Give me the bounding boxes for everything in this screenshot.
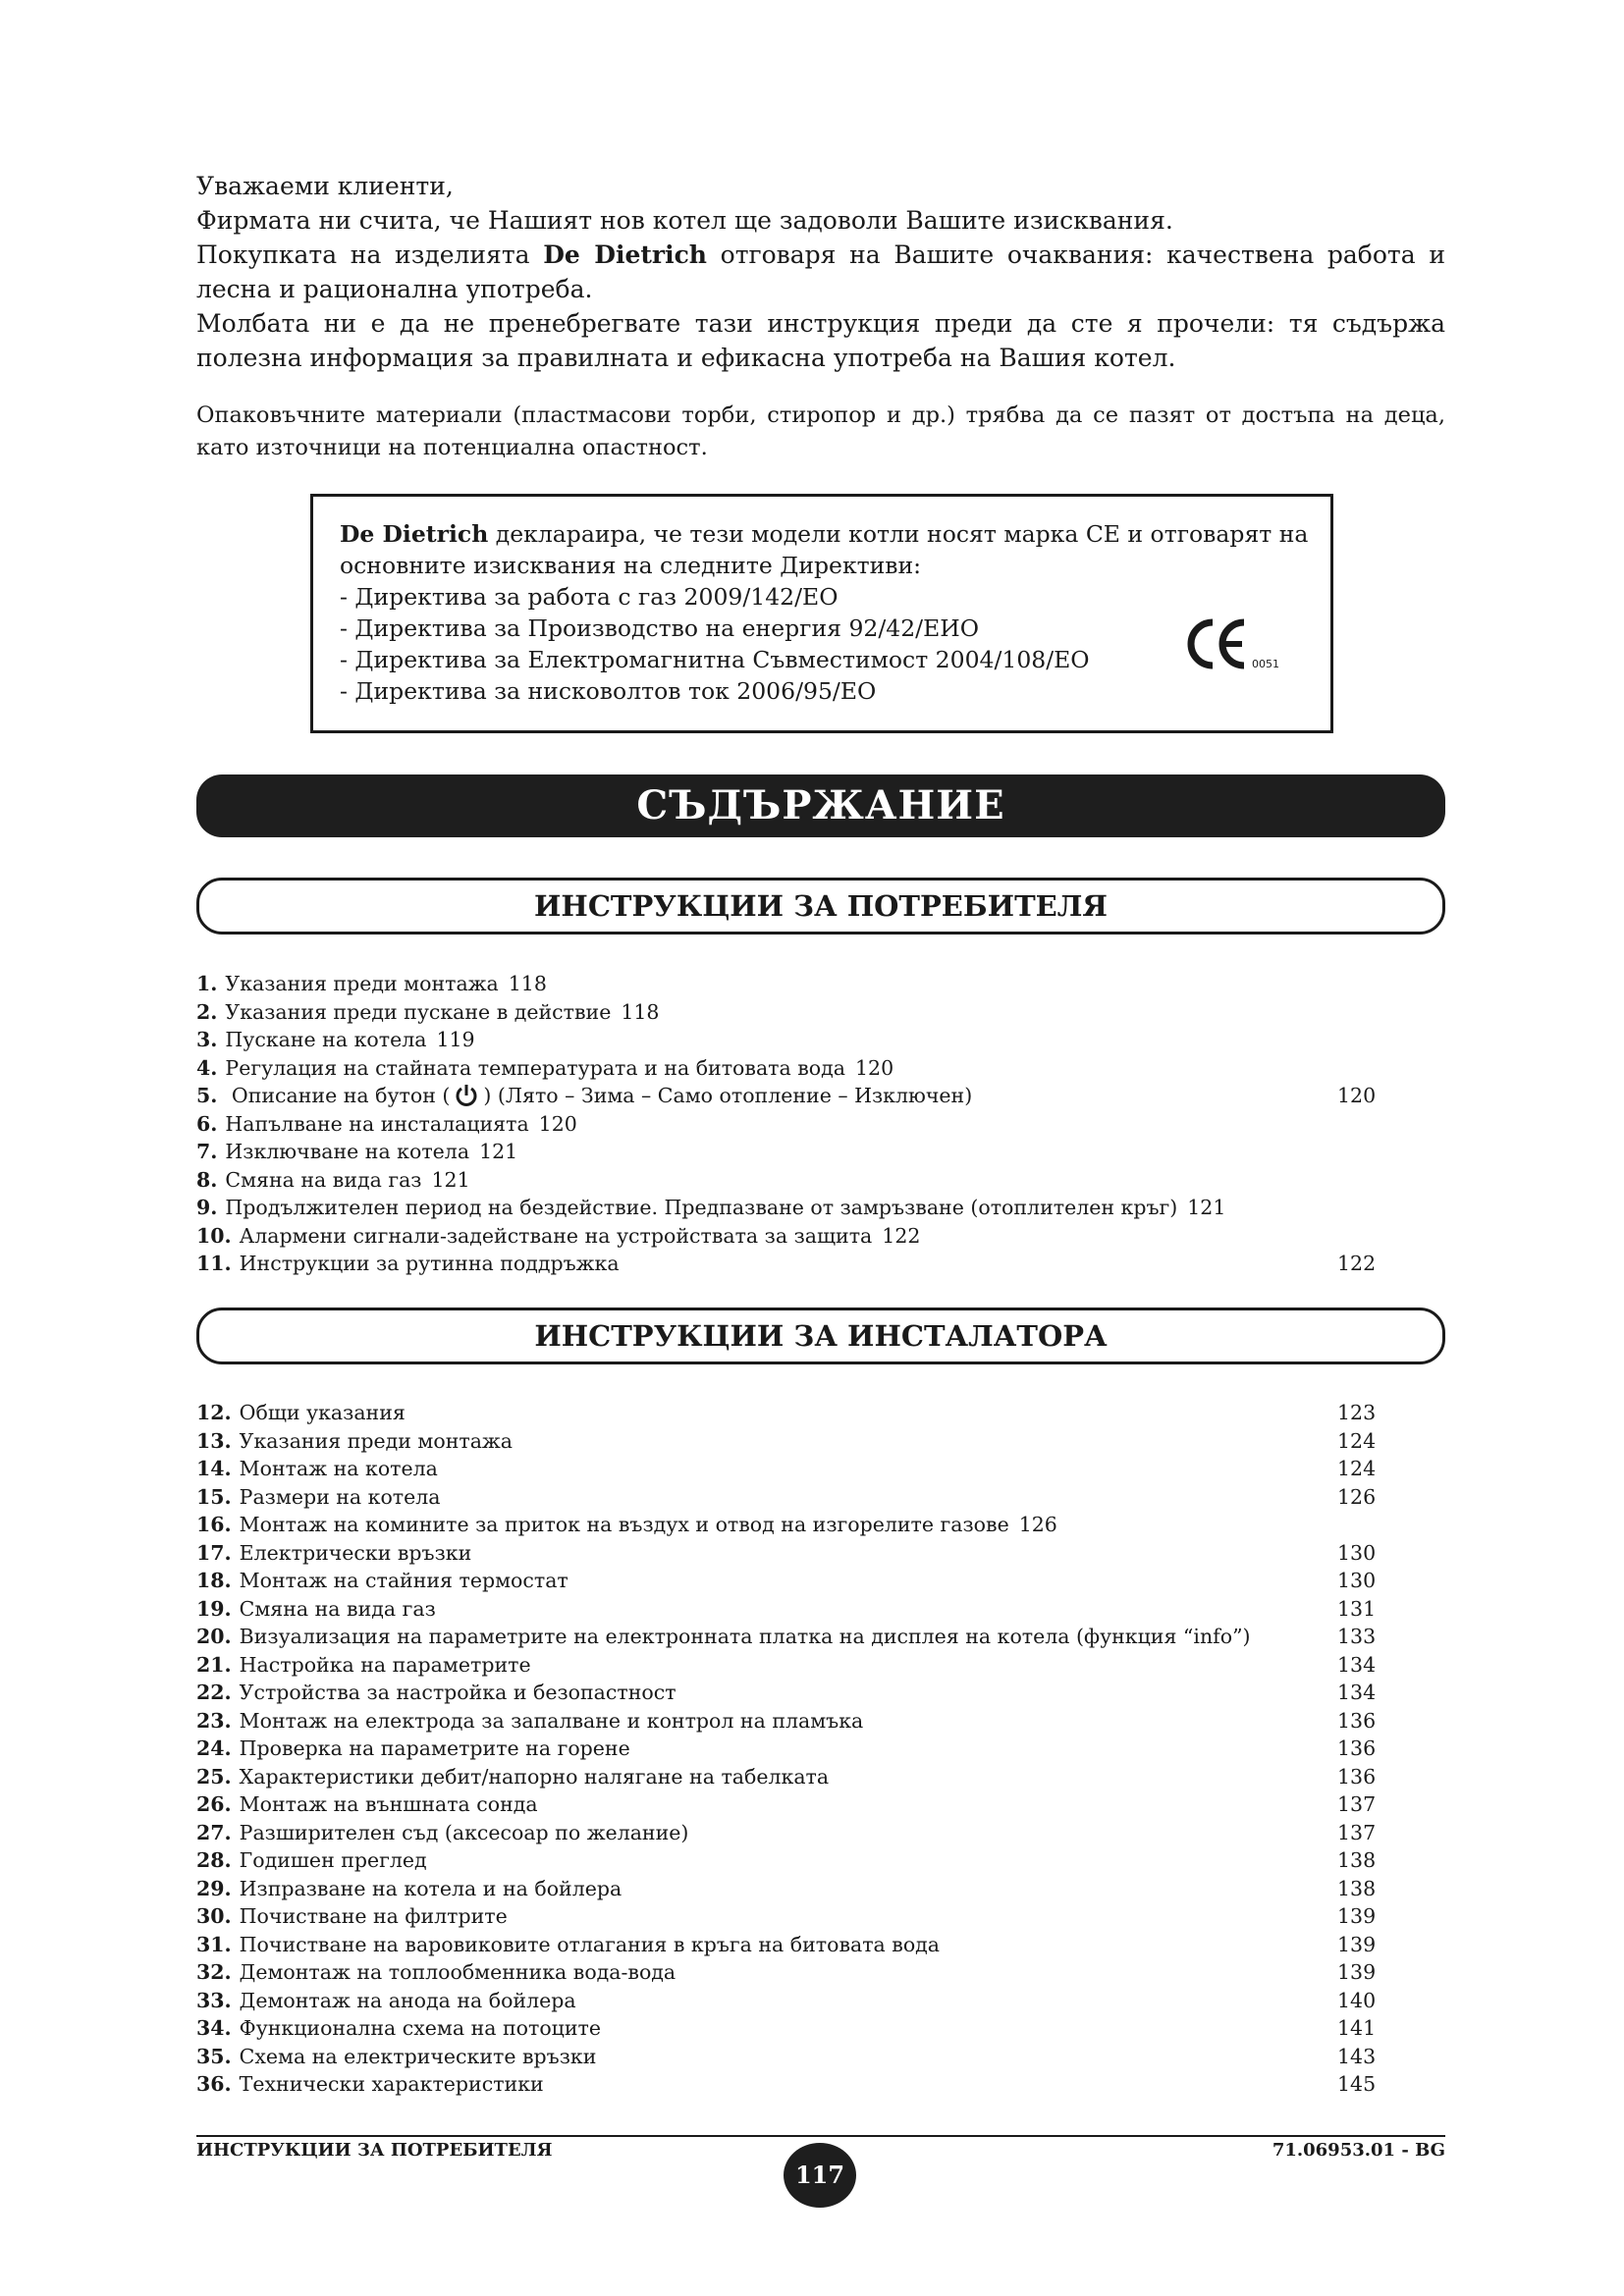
toc-item-number: 23. bbox=[196, 1708, 232, 1733]
toc-item-title: Характеристики дебит/напорно налягане на табелката bbox=[239, 1764, 830, 1789]
toc-item-title: Почистване на варовиковите отлагания в кръга на битовата вода bbox=[239, 1932, 941, 1956]
intro-line-2-pre: Покупката на изделията bbox=[196, 240, 544, 269]
intro-line-2-post: отговаря на Вашите очаквания: качествена работа и лесна и рационална употреба. bbox=[196, 240, 1445, 303]
ce-mark-icon bbox=[1183, 614, 1281, 673]
toc-item-number: 16. bbox=[196, 1513, 232, 1536]
toc-item-number: 9. bbox=[196, 1196, 218, 1219]
toc-item-page: 124 bbox=[1337, 1428, 1377, 1453]
toc-item-number: 31. bbox=[196, 1932, 232, 1956]
toc-item bbox=[196, 1455, 1375, 1483]
toc-item-number: 26. bbox=[196, 1792, 232, 1816]
toc-item bbox=[196, 2043, 1375, 2071]
toc-item bbox=[196, 1194, 1375, 1222]
toc-item-title: Изключване на котела bbox=[225, 1140, 470, 1163]
toc-item-page: 145 bbox=[1337, 2072, 1377, 2096]
directive-energy: - Директива за Производство на енергия 92/42/ЕИО bbox=[340, 614, 980, 642]
toc-item-page: 118 bbox=[621, 999, 660, 1024]
toc-item-number: 34. bbox=[196, 2016, 232, 2040]
toc-item-number: 3. bbox=[196, 1028, 218, 1051]
toc-item-number: 7. bbox=[196, 1140, 218, 1163]
toc-item-page: 123 bbox=[1337, 1401, 1377, 1424]
toc-item-page: 121 bbox=[431, 1167, 470, 1192]
toc-item-title: Технически характеристики bbox=[239, 2072, 544, 2096]
toc-item-number: 1. bbox=[196, 972, 218, 995]
footer-section-label: ИНСТРУКЦИИ ЗА ПОТРЕБИТЕЛЯ bbox=[196, 2140, 553, 2161]
toc-item-title: Указания преди пускане в действие bbox=[225, 999, 612, 1024]
toc-item bbox=[196, 1539, 1375, 1568]
toc-item-number: 24. bbox=[196, 1736, 232, 1760]
toc-item bbox=[196, 1399, 1375, 1427]
installer-toc-list bbox=[196, 1399, 1375, 2099]
toc-item-title: Устройства за настройка и безопастност bbox=[239, 1681, 677, 1704]
toc-item-number: 25. bbox=[196, 1764, 232, 1789]
toc-item-number: 17. bbox=[196, 1540, 232, 1565]
toc-item-page: 143 bbox=[1337, 2044, 1377, 2068]
toc-item-title: Разширителен съд (аксесоар по желание) bbox=[239, 1820, 689, 1844]
toc-item bbox=[196, 1679, 1375, 1707]
toc-item-page: 137 bbox=[1337, 1820, 1377, 1844]
toc-item bbox=[196, 1707, 1375, 1735]
toc-item bbox=[196, 1483, 1375, 1512]
toc-item-number: 14. bbox=[196, 1457, 232, 1480]
toc-item-page: 130 bbox=[1337, 1540, 1377, 1565]
directive-gas: - Директива за работа с газ 2009/142/ЕО bbox=[340, 583, 839, 611]
declaration-body: деклараира, че тези модели котли носят марка CE и отговарят на основните изисквания на следните Директиви: bbox=[340, 520, 1309, 579]
toc-item bbox=[196, 2070, 1375, 2099]
toc-item-title: Монтаж на комините за приток на въздух и отвод на изгорелите газове bbox=[239, 1513, 1009, 1536]
toc-item-number: 5. bbox=[196, 1084, 218, 1107]
user-section-title: ИНСТРУКЦИИ ЗА ПОТРЕБИТЕЛЯ bbox=[196, 878, 1445, 934]
toc-item-page: 140 bbox=[1337, 1988, 1377, 2012]
toc-item bbox=[196, 1987, 1375, 2015]
toc-item-page: 120 bbox=[538, 1111, 577, 1136]
toc-item-page: 124 bbox=[1337, 1457, 1377, 1480]
directive-emc: - Директива за Електромагнитна Съвместимост 2004/108/ЕО bbox=[340, 646, 1090, 673]
toc-item bbox=[196, 1623, 1375, 1651]
toc-item-number: 10. bbox=[196, 1223, 232, 1248]
toc-item-page: 126 bbox=[1018, 1513, 1057, 1536]
toc-item-number: 35. bbox=[196, 2044, 232, 2068]
toc-item-number: 2. bbox=[196, 999, 218, 1024]
toc-item-title: Алармени сигнали-задействане на устройствата за защита bbox=[239, 1223, 873, 1248]
toc-item-number: 33. bbox=[196, 1988, 232, 2012]
greeting: Уважаеми клиенти, bbox=[196, 172, 454, 200]
toc-item bbox=[196, 1651, 1375, 1680]
document-code: 71.06953.01 - BG bbox=[1272, 2140, 1445, 2161]
toc-item-page: 138 bbox=[1337, 1876, 1377, 1900]
toc-item-title: Схема на електрическите връзки bbox=[239, 2044, 597, 2068]
toc-item-title-suffix: ) (Лято – Зима – Само отопление – Изключен) bbox=[483, 1084, 973, 1107]
toc-item-number: 20. bbox=[196, 1625, 232, 1648]
toc-item bbox=[196, 1763, 1375, 1791]
toc-item bbox=[196, 1819, 1375, 1847]
toc-item-title: Монтаж на външната сонда bbox=[239, 1792, 538, 1816]
installer-section-title: ИНСТРУКЦИИ ЗА ИНСТАЛАТОРА bbox=[196, 1308, 1445, 1364]
toc-item bbox=[196, 970, 1375, 998]
toc-item-number: 21. bbox=[196, 1652, 232, 1677]
toc-item-page: 136 bbox=[1337, 1708, 1377, 1733]
toc-item bbox=[196, 1222, 1375, 1251]
toc-item bbox=[196, 1166, 1375, 1195]
declaration-text bbox=[340, 518, 1312, 707]
toc-item-title: Монтаж на електрода за запалване и контрол на пламъка bbox=[239, 1708, 864, 1733]
toc-item-number: 27. bbox=[196, 1820, 232, 1844]
toc-item bbox=[196, 1567, 1375, 1595]
toc-item-title: Настройка на параметрите bbox=[239, 1652, 531, 1677]
toc-item-title: Монтаж на котела bbox=[239, 1457, 438, 1480]
brand-name: De Dietrich bbox=[543, 240, 707, 269]
contents-title: СЪДЪРЖАНИЕ bbox=[196, 774, 1445, 837]
toc-item-page: 120 bbox=[854, 1055, 894, 1080]
toc-item bbox=[196, 1958, 1375, 1987]
toc-item bbox=[196, 2014, 1375, 2043]
intro-line-3: Молбата ни е да не пренебрегвате тази инструкция преди да сте я прочели: тя съдържа полезна информация за правилната и ефикасна употреба на Вашия котел. bbox=[196, 309, 1445, 372]
toc-item-page: 130 bbox=[1337, 1569, 1377, 1592]
toc-item-page: 139 bbox=[1337, 1904, 1377, 1928]
packaging-warning: Опаковъчните материали (пластмасови торби, стиропор и др.) трябва да се пазят от достъпа на деца, като източници на потенциална опастност. bbox=[196, 402, 1445, 460]
toc-item bbox=[196, 1735, 1375, 1763]
toc-item-page: 119 bbox=[436, 1028, 475, 1051]
toc-item-page: 138 bbox=[1337, 1848, 1377, 1872]
toc-item-page: 122 bbox=[1337, 1252, 1377, 1275]
toc-item-number: 15. bbox=[196, 1484, 232, 1509]
toc-item-number: 11. bbox=[196, 1252, 232, 1275]
footer-divider bbox=[196, 2135, 1445, 2137]
toc-item bbox=[196, 1054, 1375, 1083]
toc-item bbox=[196, 1138, 1375, 1166]
toc-item-title: Изпразване на котела и на бойлера bbox=[239, 1876, 623, 1900]
toc-item-title: Почистване на филтрите bbox=[239, 1904, 508, 1928]
toc-item-title: Електрически връзки bbox=[239, 1540, 472, 1565]
toc-item-title: Проверка на параметрите на горене bbox=[239, 1736, 630, 1760]
toc-item-title: Продължителен период на бездействие. Предпазване от замръзване (отоплителен кръг) bbox=[225, 1196, 1178, 1219]
toc-item bbox=[196, 1110, 1375, 1139]
toc-item-page: 131 bbox=[1337, 1596, 1377, 1621]
toc-item-title: Смяна на вида газ bbox=[225, 1167, 422, 1192]
toc-item-number: 8. bbox=[196, 1167, 218, 1192]
toc-item bbox=[196, 1595, 1375, 1624]
toc-item-title: Демонтаж на топлообменника вода-вода bbox=[239, 1960, 677, 1984]
toc-item-number: 29. bbox=[196, 1876, 232, 1900]
toc-item-title: Указания преди монтажа bbox=[239, 1428, 514, 1453]
toc-item-number: 36. bbox=[196, 2072, 232, 2096]
toc-item-page: 141 bbox=[1337, 2016, 1377, 2040]
toc-item-page: 122 bbox=[882, 1223, 921, 1248]
toc-item-title: Смяна на вида газ bbox=[239, 1596, 436, 1621]
toc-item bbox=[196, 1250, 1375, 1278]
toc-item-title: Пускане на котела bbox=[225, 1028, 427, 1051]
ce-number: 0051 bbox=[1252, 658, 1279, 670]
page-number: 117 bbox=[784, 2143, 856, 2208]
toc-item-title: Инструкции за рутинна поддръжка bbox=[239, 1252, 620, 1275]
toc-item-page: 118 bbox=[508, 972, 547, 995]
toc-item bbox=[196, 1427, 1375, 1456]
toc-item bbox=[196, 1875, 1375, 1903]
toc-item-number: 19. bbox=[196, 1596, 232, 1621]
toc-item-title: Функционална схема на потоците bbox=[239, 2016, 601, 2040]
intro-line-2 bbox=[196, 238, 1445, 306]
toc-item bbox=[196, 1846, 1375, 1875]
toc-item-page: 134 bbox=[1337, 1652, 1377, 1677]
toc-item-number: 18. bbox=[196, 1569, 232, 1592]
toc-item bbox=[196, 1082, 1375, 1110]
toc-item-number: 32. bbox=[196, 1960, 232, 1984]
toc-item-page: 133 bbox=[1337, 1625, 1377, 1648]
ce-declaration-box bbox=[310, 494, 1333, 733]
toc-item-title: Визуализация на параметрите на електронната платка на дисплея на котела (функция “info”) bbox=[239, 1625, 1251, 1648]
toc-item bbox=[196, 1511, 1375, 1539]
toc-item-title: Годишен преглед bbox=[239, 1848, 427, 1872]
toc-item-page: 136 bbox=[1337, 1736, 1377, 1760]
toc-item-page: 139 bbox=[1337, 1960, 1377, 1984]
intro-text bbox=[196, 169, 1445, 375]
toc-item-number: 28. bbox=[196, 1848, 232, 1872]
toc-item bbox=[196, 1026, 1375, 1054]
toc-item-page: 134 bbox=[1337, 1681, 1377, 1704]
directive-low-voltage: - Директива за нисковолтов ток 2006/95/ЕО bbox=[340, 677, 877, 705]
toc-item bbox=[196, 1902, 1375, 1931]
toc-item-number: 13. bbox=[196, 1428, 232, 1453]
toc-item-number: 4. bbox=[196, 1055, 218, 1080]
toc-item-title: Описание на бутон ( bbox=[225, 1084, 451, 1107]
toc-item-page: 126 bbox=[1337, 1484, 1377, 1509]
declaration-brand: De Dietrich bbox=[340, 520, 489, 548]
power-icon bbox=[454, 1083, 479, 1108]
toc-item-title: Указания преди монтажа bbox=[225, 972, 499, 995]
toc-item-page: 137 bbox=[1337, 1792, 1377, 1816]
toc-item-page: 139 bbox=[1337, 1932, 1377, 1956]
toc-item-page: 121 bbox=[479, 1140, 518, 1163]
toc-item-page: 120 bbox=[1337, 1084, 1377, 1107]
toc-item-number: 12. bbox=[196, 1401, 232, 1424]
toc-item-title: Регулация на стайната температурата и на битовата вода bbox=[225, 1055, 845, 1080]
toc-item-title: Напълване на инсталацията bbox=[225, 1111, 529, 1136]
toc-item-number: 6. bbox=[196, 1111, 218, 1136]
user-toc-list bbox=[196, 970, 1375, 1278]
toc-item-number: 30. bbox=[196, 1904, 232, 1928]
toc-item-number: 22. bbox=[196, 1681, 232, 1704]
toc-item-title: Демонтаж на анода на бойлера bbox=[239, 1988, 576, 2012]
toc-item-title: Размери на котела bbox=[239, 1484, 441, 1509]
toc-item-title: Монтаж на стайния термостат bbox=[239, 1569, 568, 1592]
toc-item bbox=[196, 1931, 1375, 1959]
toc-item-page: 121 bbox=[1187, 1196, 1226, 1219]
toc-item-title: Общи указания bbox=[239, 1401, 406, 1424]
toc-item bbox=[196, 998, 1375, 1027]
intro-line-1: Фирмата ни счита, че Нашият нов котел ще задоволи Вашите изисквания. bbox=[196, 206, 1173, 235]
toc-item-page: 136 bbox=[1337, 1764, 1377, 1789]
toc-item bbox=[196, 1790, 1375, 1819]
